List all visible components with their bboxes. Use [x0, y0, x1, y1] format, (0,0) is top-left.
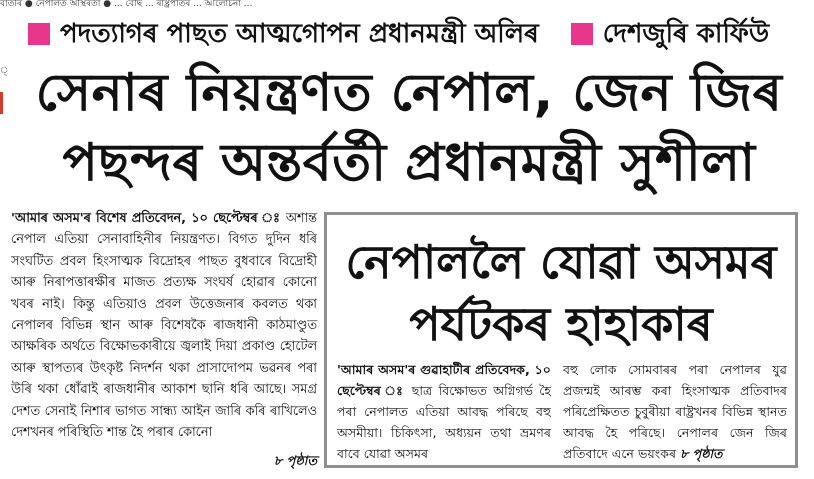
kicker-1 [28, 19, 539, 49]
kicker-text-2: দেশজুৰি কাৰ্ফিউ [602, 19, 770, 49]
boxed-headline-line-2: পৰ্যটকৰ হাহাকাৰ [409, 297, 713, 351]
boxed-story [324, 212, 798, 468]
boxed-story-body-2: বহু লোক সোমবাৰৰ পৰা নেপালৰ যুৱ প্ৰজন্মই আৰম্ভ কৰা হিংসাত্মক প্ৰতিবাদৰ পৰিপ্ৰেক্ষিতত চুবুৰীয়া ৰাষ্ট্ৰখনৰ বিভিন্ন স্থানত আবদ্ধ হৈ পৰিছে। নেপালৰ জেন জিৰ প্ৰতিবাদে এনে ভয়ংকৰ [563, 362, 787, 461]
boxed-story-headline [327, 231, 795, 355]
kicker-2 [571, 19, 769, 49]
kicker-text-1: পদত্যাগৰ পাছত আত্মগোপন প্ৰধানমন্ত্ৰী অলিৰ [60, 19, 539, 49]
left-story-body: অশান্ত নেপাল এতিয়া সেনাবাহিনীৰ নিয়ন্ত্ৰণত। বিগত দুদিন ধৰি সংঘটিত প্ৰবল হিংসাত্মক বিদ্ৰোহৰ পাছত বুধবাৰে বিদ্ৰোহী আৰু নিৰাপত্তাৰক্ষীৰ মাজত প্ৰত্যক্ষ সংঘৰ্ষ হোৱাৰ কোনো খবৰ নাই। কিন্তু এতিয়াও প্ৰবল উত্তেজনাৰ কবলত থকা নেপালৰ বিভিন্ন স্থান আৰু বিশেষকৈ ৰাজধানী কাঠমাণ্ডুত আক্ষৰিক অৰ্থতে বিক্ষোভকাৰীয়ে জ্বলাই দিয়া প্ৰকাণ্ড হোটেল আৰু স্থাপত্যৰ উৎকৃষ্ট নিদৰ্শন থকা প্ৰাসাদোপম ভৱনৰ পৰা উৰি থকা ধোঁৱাই ৰাজধানীৰ আকাশ ছানি ধৰি আছে। সমগ্ৰ দেশত সেনাই নিশাৰ ভাগত সান্ধ্য আইন জাৰি কৰি ৰাখিলেও দেশখনৰ পৰিস্থিতি শান্ত হৈ পৰাৰ কোনো [11, 211, 317, 441]
main-headline-line-1: সেনাৰ নিয়ন্ত্ৰণত নেপাল, জেন জিৰ [35, 63, 783, 123]
kicker-row [28, 12, 808, 56]
pink-square-icon [571, 23, 593, 45]
margin-tick: ্ [0, 66, 9, 76]
boxed-story-dateline: 'আমাৰ অসম'ৰ গুৱাহাটীৰ প্ৰতিবেদক, ১০ ছেপ্টেম্বৰ ঃ [337, 362, 551, 398]
left-story-continued-ref: ৮ পৃষ্ঠাত [270, 451, 317, 472]
left-story-dateline: 'আমাৰ অসম'ৰ বিশেষ প্ৰতিবেদন, ১০ ছেপ্টেম্বৰ ঃ [11, 211, 286, 226]
boxed-headline-line-1: নেপাললৈ যোৱা অসমৰ [345, 235, 777, 289]
main-headline [24, 58, 794, 198]
side-color-mark [0, 92, 3, 114]
boxed-story-continued-ref: ৮ পৃষ্ঠাত [680, 446, 723, 461]
boxed-story-column-2 [563, 359, 787, 465]
boxed-story-body-1: ছাত্ৰ বিক্ষোভত অগ্নিগৰ্ভ হৈ পৰা নেপালত এতিয়া আবদ্ধ পৰিছে বহু অসমীয়া। চিকিৎসা, অধ্যয়ন তথা ভ্ৰমণৰ বাবে যোৱা অসমৰ [337, 383, 551, 461]
pink-square-icon [28, 23, 50, 45]
boxed-story-column-1 [337, 359, 551, 465]
left-story [11, 208, 317, 476]
main-headline-line-2: পছন্দৰ অন্তৰ্বৰ্তী প্ৰধানমন্ত্ৰী সুশীলা [62, 133, 756, 193]
top-strip-text: বাতৰি ● নেপালত অস্থিৰতা ● ... বেছি ... ৰাষ্ট্ৰপতিৰ ... আলোচনা ... [0, 0, 253, 9]
